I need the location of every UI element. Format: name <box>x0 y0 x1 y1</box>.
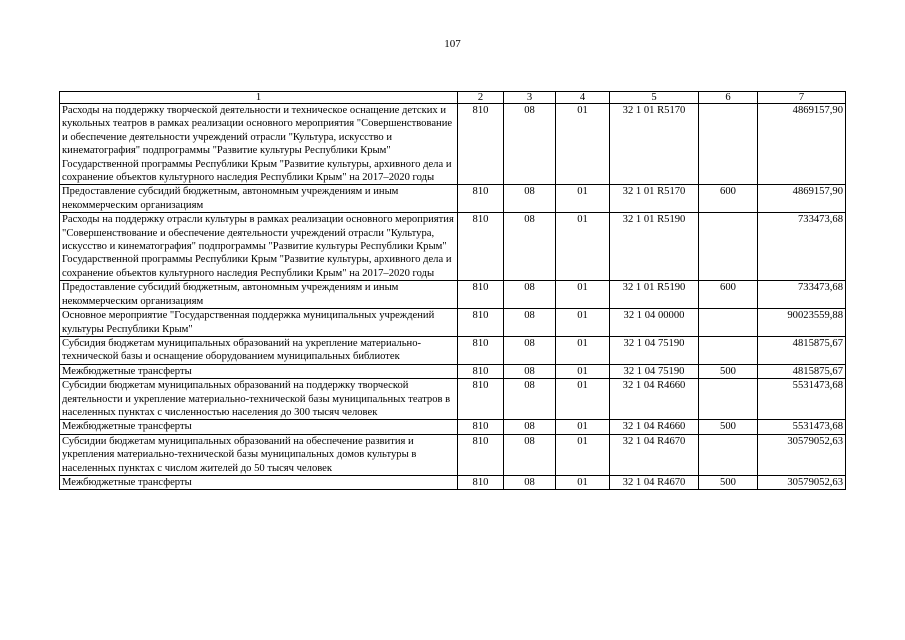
subsection-code: 01 <box>556 185 610 213</box>
ministry-code: 810 <box>458 364 504 378</box>
section-code: 08 <box>504 213 556 281</box>
ministry-code: 810 <box>458 104 504 185</box>
target-article-code: 32 1 04 R4670 <box>610 475 699 489</box>
expense-type-code: 600 <box>699 185 758 213</box>
table-row <box>60 434 846 475</box>
column-header-4: 4 <box>556 92 610 104</box>
expense-type-code <box>699 104 758 185</box>
expense-type-code <box>699 379 758 420</box>
target-article-code: 32 1 04 75190 <box>610 364 699 378</box>
table-row <box>60 379 846 420</box>
amount: 4869157,90 <box>758 104 846 185</box>
section-code: 08 <box>504 434 556 475</box>
ministry-code: 810 <box>458 420 504 434</box>
target-article-code: 32 1 01 R5190 <box>610 213 699 281</box>
subsection-code: 01 <box>556 309 610 337</box>
subsection-code: 01 <box>556 213 610 281</box>
ministry-code: 810 <box>458 434 504 475</box>
row-name: Субсидия бюджетам муниципальных образований на укрепление материально-технической базы и оснащение оборудованием муниципальных библиотек <box>60 336 458 364</box>
expense-type-code: 500 <box>699 475 758 489</box>
ministry-code: 810 <box>458 281 504 309</box>
column-header-7: 7 <box>758 92 846 104</box>
subsection-code: 01 <box>556 364 610 378</box>
amount: 90023559,88 <box>758 309 846 337</box>
subsection-code: 01 <box>556 475 610 489</box>
amount: 733473,68 <box>758 281 846 309</box>
subsection-code: 01 <box>556 420 610 434</box>
section-code: 08 <box>504 309 556 337</box>
expense-type-code: 500 <box>699 364 758 378</box>
table-row <box>60 185 846 213</box>
row-name: Расходы на поддержку отрасли культуры в рамках реализации основного мероприятия "Совершенствование и обеспечение деятельности учреждений отрасли "Культура, искусство и кинематография" подпрограммы "Развитие культуры Республики Крым" Государственной программы Республики Крым "Развитие культуры, архивного дела и сохранение объектов культурного наследия Республики Крым" на 2017–2020 годы <box>60 213 458 281</box>
ministry-code: 810 <box>458 379 504 420</box>
section-code: 08 <box>504 379 556 420</box>
amount: 4815875,67 <box>758 336 846 364</box>
row-name: Межбюджетные трансферты <box>60 475 458 489</box>
expense-type-code <box>699 309 758 337</box>
amount: 5531473,68 <box>758 420 846 434</box>
subsection-code: 01 <box>556 104 610 185</box>
target-article-code: 32 1 04 00000 <box>610 309 699 337</box>
row-name: Межбюджетные трансферты <box>60 420 458 434</box>
amount: 5531473,68 <box>758 379 846 420</box>
section-code: 08 <box>504 364 556 378</box>
target-article-code: 32 1 01 R5170 <box>610 104 699 185</box>
target-article-code: 32 1 04 R4660 <box>610 420 699 434</box>
subsection-code: 01 <box>556 281 610 309</box>
table-row <box>60 213 846 281</box>
table-row <box>60 281 846 309</box>
target-article-code: 32 1 01 R5170 <box>610 185 699 213</box>
expense-type-code: 600 <box>699 281 758 309</box>
section-code: 08 <box>504 281 556 309</box>
ministry-code: 810 <box>458 185 504 213</box>
row-name: Предоставление субсидий бюджетным, автономным учреждениям и иным некоммерческим организациям <box>60 281 458 309</box>
row-name: Межбюджетные трансферты <box>60 364 458 378</box>
header-row <box>60 92 846 104</box>
table-row <box>60 104 846 185</box>
table-row <box>60 475 846 489</box>
expense-type-code <box>699 336 758 364</box>
expense-type-code <box>699 434 758 475</box>
row-name: Расходы на поддержку творческой деятельности и техническое оснащение детских и кукольных театров в рамках реализации основного мероприятия "Совершенствование и обеспечение деятельности учреждений отрасли "Культура, искусство и кинематография" подпрограммы "Развитие культуры Республики Крым" Государственной программы Республики Крым "Развитие культуры, архивного дела и сохранение объектов культурного наследия Республики Крым" на 2017–2020 годы <box>60 104 458 185</box>
subsection-code: 01 <box>556 336 610 364</box>
section-code: 08 <box>504 185 556 213</box>
ministry-code: 810 <box>458 336 504 364</box>
subsection-code: 01 <box>556 379 610 420</box>
table-row <box>60 420 846 434</box>
table-row <box>60 364 846 378</box>
table-row <box>60 336 846 364</box>
expense-type-code <box>699 213 758 281</box>
row-name: Предоставление субсидий бюджетным, автономным учреждениям и иным некоммерческим организациям <box>60 185 458 213</box>
amount: 4815875,67 <box>758 364 846 378</box>
ministry-code: 810 <box>458 213 504 281</box>
row-name: Субсидии бюджетам муниципальных образований на поддержку творческой деятельности и укрепление материально-технической базы муниципальных театров в населенных пунктах с численностью населения до 300 тысяч человек <box>60 379 458 420</box>
section-code: 08 <box>504 336 556 364</box>
ministry-code: 810 <box>458 309 504 337</box>
budget-table <box>59 91 846 490</box>
subsection-code: 01 <box>556 434 610 475</box>
target-article-code: 32 1 04 R4670 <box>610 434 699 475</box>
amount: 30579052,63 <box>758 475 846 489</box>
target-article-code: 32 1 01 R5190 <box>610 281 699 309</box>
expense-type-code: 500 <box>699 420 758 434</box>
section-code: 08 <box>504 104 556 185</box>
column-header-6: 6 <box>699 92 758 104</box>
column-header-1: 1 <box>60 92 458 104</box>
row-name: Субсидии бюджетам муниципальных образований на обеспечение развития и укрепления материально-технической базы муниципальных домов культуры в населенных пунктах с числом жителей до 50 тысяч человек <box>60 434 458 475</box>
column-header-3: 3 <box>504 92 556 104</box>
section-code: 08 <box>504 475 556 489</box>
table-row <box>60 309 846 337</box>
section-code: 08 <box>504 420 556 434</box>
target-article-code: 32 1 04 R4660 <box>610 379 699 420</box>
column-header-5: 5 <box>610 92 699 104</box>
page-number: 107 <box>444 38 461 50</box>
ministry-code: 810 <box>458 475 504 489</box>
target-article-code: 32 1 04 75190 <box>610 336 699 364</box>
column-header-2: 2 <box>458 92 504 104</box>
row-name: Основное мероприятие "Государственная поддержка муниципальных учреждений культуры Республики Крым" <box>60 309 458 337</box>
amount: 4869157,90 <box>758 185 846 213</box>
amount: 30579052,63 <box>758 434 846 475</box>
amount: 733473,68 <box>758 213 846 281</box>
